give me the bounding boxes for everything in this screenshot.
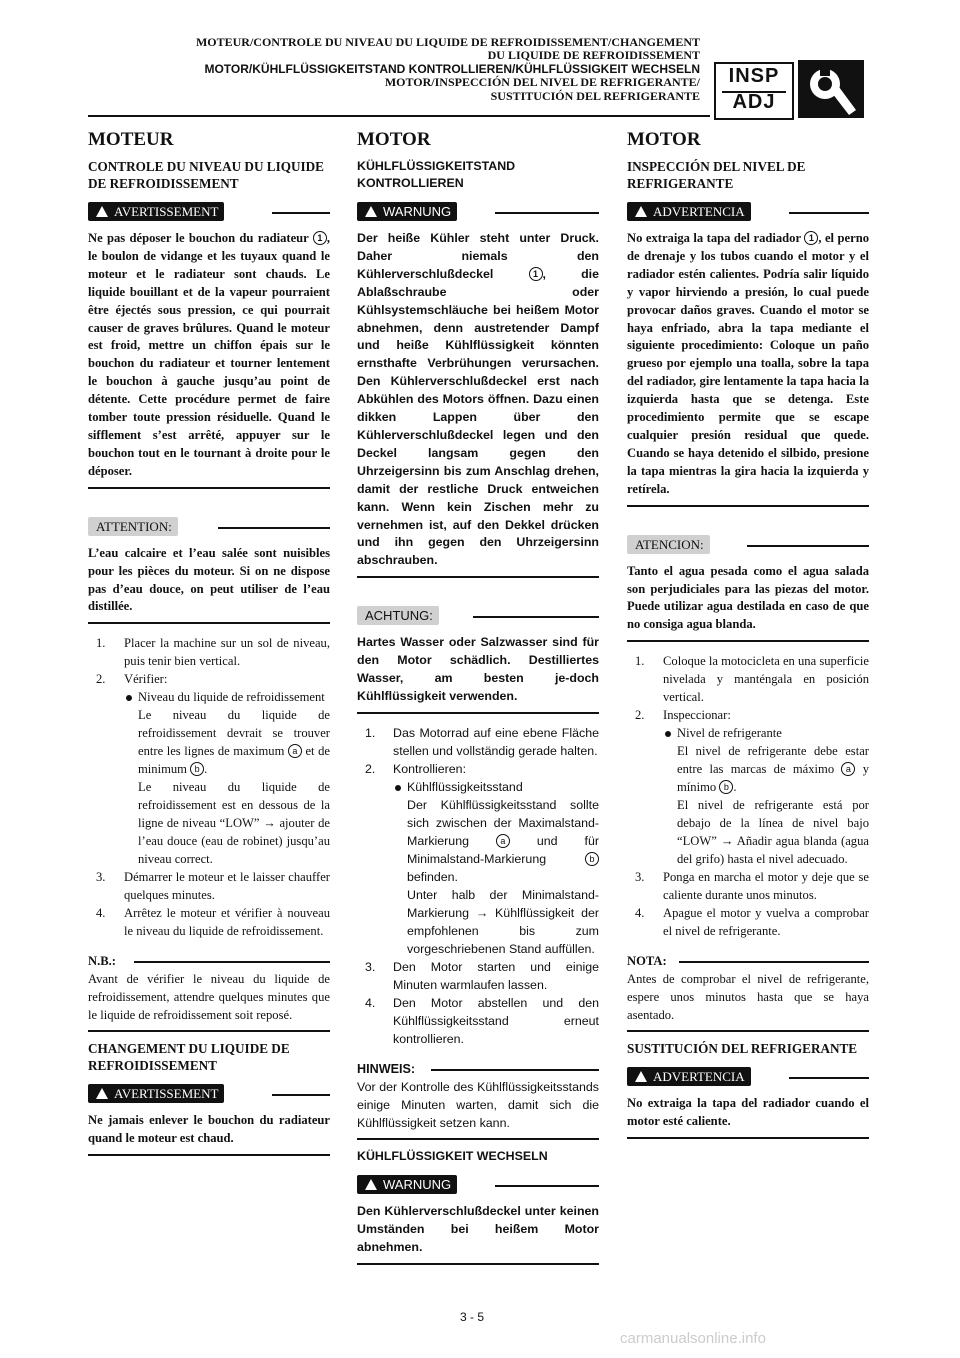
- rule: [88, 1154, 330, 1156]
- note-heading: [357, 1060, 599, 1078]
- header-line: MOTOR/INSPECCIÓN DEL NIVEL DE REFRIGERANTE/: [384, 75, 700, 90]
- list-item: 4. Arrêtez le moteur et vérifier à nouveau le niveau du liquide de refroidissement.: [96, 906, 330, 939]
- header-divider: [88, 115, 710, 117]
- caution-text: L’eau calcaire et l’eau salée sont nuisibles pour les pièces du moteur. Si on ne dispose pas d’eau douce, on peut utiliser de l’eau distillée.: [88, 545, 330, 614]
- list-item: 1. Coloque la motocicleta en una superficie nivelada y manténgala en posición vertical.: [635, 654, 869, 705]
- caution-label: ATENCION:: [627, 535, 710, 554]
- rule: [495, 1185, 599, 1187]
- callout-marker: 1: [804, 231, 818, 245]
- section-title: MOTEUR: [88, 129, 174, 150]
- warning-icon: [96, 206, 108, 217]
- caution-text: Tanto el agua pesada como el agua salada son perjudiciales para las piezas del motor. Puede utilizar agua destilada en caso de que no consiga agua blanda.: [627, 563, 869, 632]
- rule: [134, 961, 330, 963]
- rule: [357, 576, 599, 578]
- subsection-title: KÜHLFLÜSSIGKEITSTAND KONTROLLIEREN: [357, 159, 516, 190]
- rule: [627, 640, 869, 642]
- warning-heading: [627, 1067, 869, 1089]
- caution-heading: [357, 606, 599, 628]
- callout-marker: b: [719, 780, 733, 794]
- rule: [357, 1263, 599, 1265]
- step-detail: Der Kühlflüssigkeitsstand sollte sich zwischen der Maximalstand-Markierung a und für Minimalstand-Markierung b befinden.: [407, 797, 599, 884]
- list-item: 2. Vérifier: Niveau du liquide de refroidissement Le niveau du liquide de refroidissement devrait se trouver entre les lignes de maximum a et de minimum b . Le niveau du liquide de refroidissement est en dessous de la ligne de niveau “LOW” → ajouter de l’eau douce (eau de robinet) jusqu’au niveau correct.: [96, 672, 330, 867]
- rule: [272, 1094, 330, 1096]
- rule: [789, 1077, 869, 1079]
- note-label: NOTA:: [627, 954, 667, 969]
- rule: [431, 1069, 599, 1071]
- warning-label: WARNUNG: [357, 202, 457, 221]
- step-detail: Le niveau du liquide de refroidissement devrait se trouver entre les lignes de maximum a et de minimum b .: [138, 708, 330, 777]
- rule: [495, 212, 599, 214]
- badge-text-box: [714, 62, 794, 120]
- subsection-title: KÜHLFLÜSSIGKEIT WECHSELN: [357, 1148, 548, 1163]
- warning-heading: [357, 202, 599, 224]
- list-item: 3. Ponga en marcha el motor y deje que se caliente durante unos minutos.: [635, 870, 869, 903]
- rule: [679, 961, 869, 963]
- step-detail: El nivel de refrigerante debe estar entre las marcas de máximo a y mínimo b .: [677, 744, 869, 795]
- list-item: 4. Apague el motor y vuelva a comprobar el nivel de refrigerante.: [635, 906, 869, 939]
- column-french: [88, 128, 330, 1156]
- rule: [88, 622, 330, 624]
- list-item: 2. Inspeccionar: Nivel de refrigerante El nivel de refrigerante debe estar entre las marcas de máximo a y mínimo b . El nivel de refrigerante está por debajo de la línea de nivel bajo “LOW” → Añadir agua blanda (agua del grifo) hasta el nivel adecuado.: [635, 708, 869, 867]
- note-label: N.B.:: [88, 954, 116, 969]
- step-detail: El nivel de refrigerante está por debajo de la línea de nivel bajo “LOW” → Añadir agua blanda (agua del grifo) hasta el nivel adecuado.: [677, 798, 869, 867]
- warning-label: ADVERTENCIA: [627, 1067, 751, 1086]
- step-list: [627, 652, 869, 940]
- section-title: MOTOR: [357, 129, 431, 150]
- section-title: MOTOR: [627, 129, 701, 150]
- callout-marker: a: [496, 834, 510, 848]
- warning-text: Den Kühlerverschlußdeckel unter keinen Umständen bei heißem Motor abnehmen.: [357, 1203, 599, 1254]
- header-line: MOTEUR/CONTROLE DU NIVEAU DU LIQUIDE DE REFROIDISSEMENT/CHANGEMENT: [195, 35, 700, 49]
- warning-text: Der heiße Kühler steht unter Druck. Daher niemals den Kühlerverschlußdeckel 1 , die Ablaßschraube oder Kühlsystemschläuche bei heißem Motor abnehmen, denn austretender Dampf und heiße Kühlflüssigkeit könnten ernsthafte Verbrühungen verursachen. Den Kühlerverschlußdeckel erst nach Abkühlen des Motors öffnen. Dazu einen dikken Lappen über den Kühlerverschlußdeckel legen und den Deckel langsam gegen den Uhrzeigersinn bis zum Anschlag drehen, damit der restliche Druck entweichen kann. Wenn kein Zischen mehr zu vernehmen ist, auf den Dekkel drücken und ihn gegen den Uhrzeigersinn abschrauben.: [357, 231, 599, 568]
- step-detail: Unter halb der Minimalstand-Markierung → Kühlflüssigkeit der empfohlenen bis zum vorgeschriebenen Stand auffüllen.: [407, 887, 599, 956]
- note-heading: [88, 952, 330, 970]
- subsection-title: INSPECCIÓN DEL NIVEL DE REFRIGERANTE: [627, 159, 806, 191]
- bullet-item: Nivel de refrigerante: [663, 724, 869, 742]
- warning-text: Ne jamais enlever le bouchon du radiateur quand le moteur est chaud.: [88, 1113, 330, 1146]
- callout-marker: 1: [529, 267, 543, 281]
- warning-icon: [96, 1088, 108, 1099]
- callout-marker: 1: [313, 231, 327, 245]
- list-item: 4. Den Motor abstellen und den Kühlflüssigkeitsstand erneut kontrollieren.: [365, 995, 599, 1046]
- warning-heading: [357, 1175, 599, 1197]
- rule: [272, 212, 330, 214]
- callout-marker: b: [585, 852, 599, 866]
- warning-text: Ne pas déposer le bouchon du radiateur 1 , le boulon de vidange et les tuyaux quand le moteur et le radiateur sont chauds. Le liquide bouillant et de la vapeur pourraient être éjectés sous pression, ce qui pourrait causer de graves brûlures. Quand le moteur est froid, mettre un chiffon épais sur le bouchon du radiateur et tourner lentement le bouchon à gauche jusqu’au point de détente. Cette procédure permet de faire tomber toute pression résiduelle. Quand le sifflement s’est arrêté, appuyer sur le bouchon tout en le tournant à droite pour le déposer.: [88, 231, 330, 478]
- warning-heading: [88, 1084, 330, 1106]
- caution-heading: [88, 517, 330, 539]
- header-line: MOTOR/KÜHLFLÜSSIGKEITSTAND KONTROLLIEREN/KÜHLFLÜSSIGKEIT WECHSELN: [204, 61, 700, 76]
- list-item: 3. Démarrer le moteur et le laisser chauffer quelques minutes.: [96, 870, 330, 903]
- rule: [88, 487, 330, 489]
- badge-adj: ADJ: [732, 91, 776, 113]
- rule: [88, 1030, 330, 1032]
- caution-text: Hartes Wasser oder Salzwasser sind für den Motor schädlich. Destilliertes Wasser, am besten je-doch Kühlflüssigkeit verwenden.: [357, 635, 599, 703]
- note-text: Antes de comprobar el nivel de refrigerante, espere unos minutos hasta que se haya asentado.: [627, 972, 869, 1023]
- caution-label: ACHTUNG:: [357, 606, 439, 625]
- callout-marker: b: [190, 762, 204, 776]
- warning-text: No extraiga la tapa del radiador 1 , el perno de drenaje y los tubos cuando el motor y el radiador estén calientes. Podría salir líquido y vapor hirviendo a presión, lo cual puede provocar daños graves. Cuando el motor se haya enfriado, abra la tapa mediante el siguiente procedimiento: Coloque un paño grueso por ejemplo una toalla, sobre la tapa del radiador, gire lentamente la tapa hacia la izquierda hasta que se detenga. Este procedimiento permite que se escape cualquier presión residual que quede. Cuando se haya detenido el silbido, presione la tapa mientras la gira hacia la izquierda y retírela.: [627, 231, 869, 496]
- subsection-title: CONTROLE DU NIVEAU DU LIQUIDE DE REFROIDISSEMENT: [88, 159, 324, 191]
- rule: [357, 1138, 599, 1140]
- list-item: 2. Kontrollieren: Kühlflüssigkeitsstand Der Kühlflüssigkeitsstand sollte sich zwischen der Maximalstand-Markierung a und für Minimalstand-Markierung b befinden. Unter halb der Minimalstand-Markierung → Kühlflüssigkeit der empfohlenen bis zum vorgeschriebenen Stand auffüllen.: [365, 761, 599, 956]
- warning-icon: [635, 206, 647, 217]
- insp-adj-badge: [710, 60, 868, 118]
- note-label: HINWEIS:: [357, 1061, 416, 1076]
- warning-label: AVERTISSEMENT: [88, 202, 224, 221]
- warning-heading: [88, 202, 330, 224]
- subsection-title: CHANGEMENT DU LIQUIDE DE REFROIDISSEMENT: [88, 1041, 290, 1074]
- subsection-title: SUSTITUCIÓN DEL REFRIGERANTE: [627, 1041, 858, 1057]
- rule: [627, 1137, 869, 1139]
- callout-marker: a: [841, 762, 855, 776]
- footer-watermark: carmanualsonline.info: [620, 1330, 766, 1347]
- badge-insp: INSP: [728, 65, 780, 87]
- list-item: 3. Den Motor starten und einige Minuten warmlaufen lassen.: [365, 959, 599, 992]
- caution-heading: [627, 535, 869, 557]
- warning-label: AVERTISSEMENT: [88, 1084, 224, 1103]
- step-detail: Le niveau du liquide de refroidissement est en dessous de la ligne de niveau “LOW” → ajouter de l’eau douce (eau de robinet) jusqu’au niveau correct.: [138, 780, 330, 867]
- note-text: Avant de vérifier le niveau du liquide de refroidissement, attendre quelques minutes que le liquide de refroidissement soit reposé.: [88, 972, 330, 1023]
- note-text: Vor der Kontrolle des Kühlflüssigkeitsstands einige Minuten warten, damit sich die Kühlflüssigkeit setzen kann.: [357, 1079, 599, 1130]
- note-heading: [627, 952, 869, 970]
- bullet-item: Niveau du liquide de refroidissement: [124, 688, 330, 706]
- bullet-item: Kühlflüssigkeitsstand: [393, 778, 599, 796]
- list-item: 1. Das Motorrad auf eine ebene Fläche stellen und vollständig gerade halten.: [365, 725, 599, 758]
- warning-text: No extraiga la tapa del radiador cuando el motor esté caliente.: [627, 1096, 869, 1129]
- rule: [747, 545, 869, 547]
- rule: [627, 1030, 869, 1032]
- header-line: SUSTITUCIÓN DEL REFRIGERANTE: [490, 88, 700, 103]
- step-list: [88, 634, 330, 940]
- rule: [357, 712, 599, 714]
- warning-label: WARNUNG: [357, 1175, 457, 1194]
- page-header: [0, 36, 700, 103]
- column-german: [357, 128, 599, 1265]
- warning-heading: [627, 202, 869, 224]
- rule: [473, 616, 599, 618]
- column-spanish: [627, 128, 869, 1139]
- page-number: 3 - 5: [460, 1310, 485, 1324]
- warning-label: ADVERTENCIA: [627, 202, 751, 221]
- caution-label: ATTENTION:: [88, 517, 178, 536]
- header-line: DU LIQUIDE DE REFROIDISSEMENT: [487, 48, 700, 63]
- step-list: [357, 724, 599, 1048]
- rule: [218, 527, 330, 529]
- warning-icon: [365, 1179, 377, 1190]
- warning-icon: [365, 206, 377, 217]
- warning-icon: [635, 1071, 647, 1082]
- rule: [789, 212, 869, 214]
- wrench-icon: [798, 60, 864, 118]
- list-item: 1. Placer la machine sur un sol de niveau, puis tenir bien vertical.: [96, 636, 330, 669]
- rule: [627, 505, 869, 507]
- callout-marker: a: [288, 744, 302, 758]
